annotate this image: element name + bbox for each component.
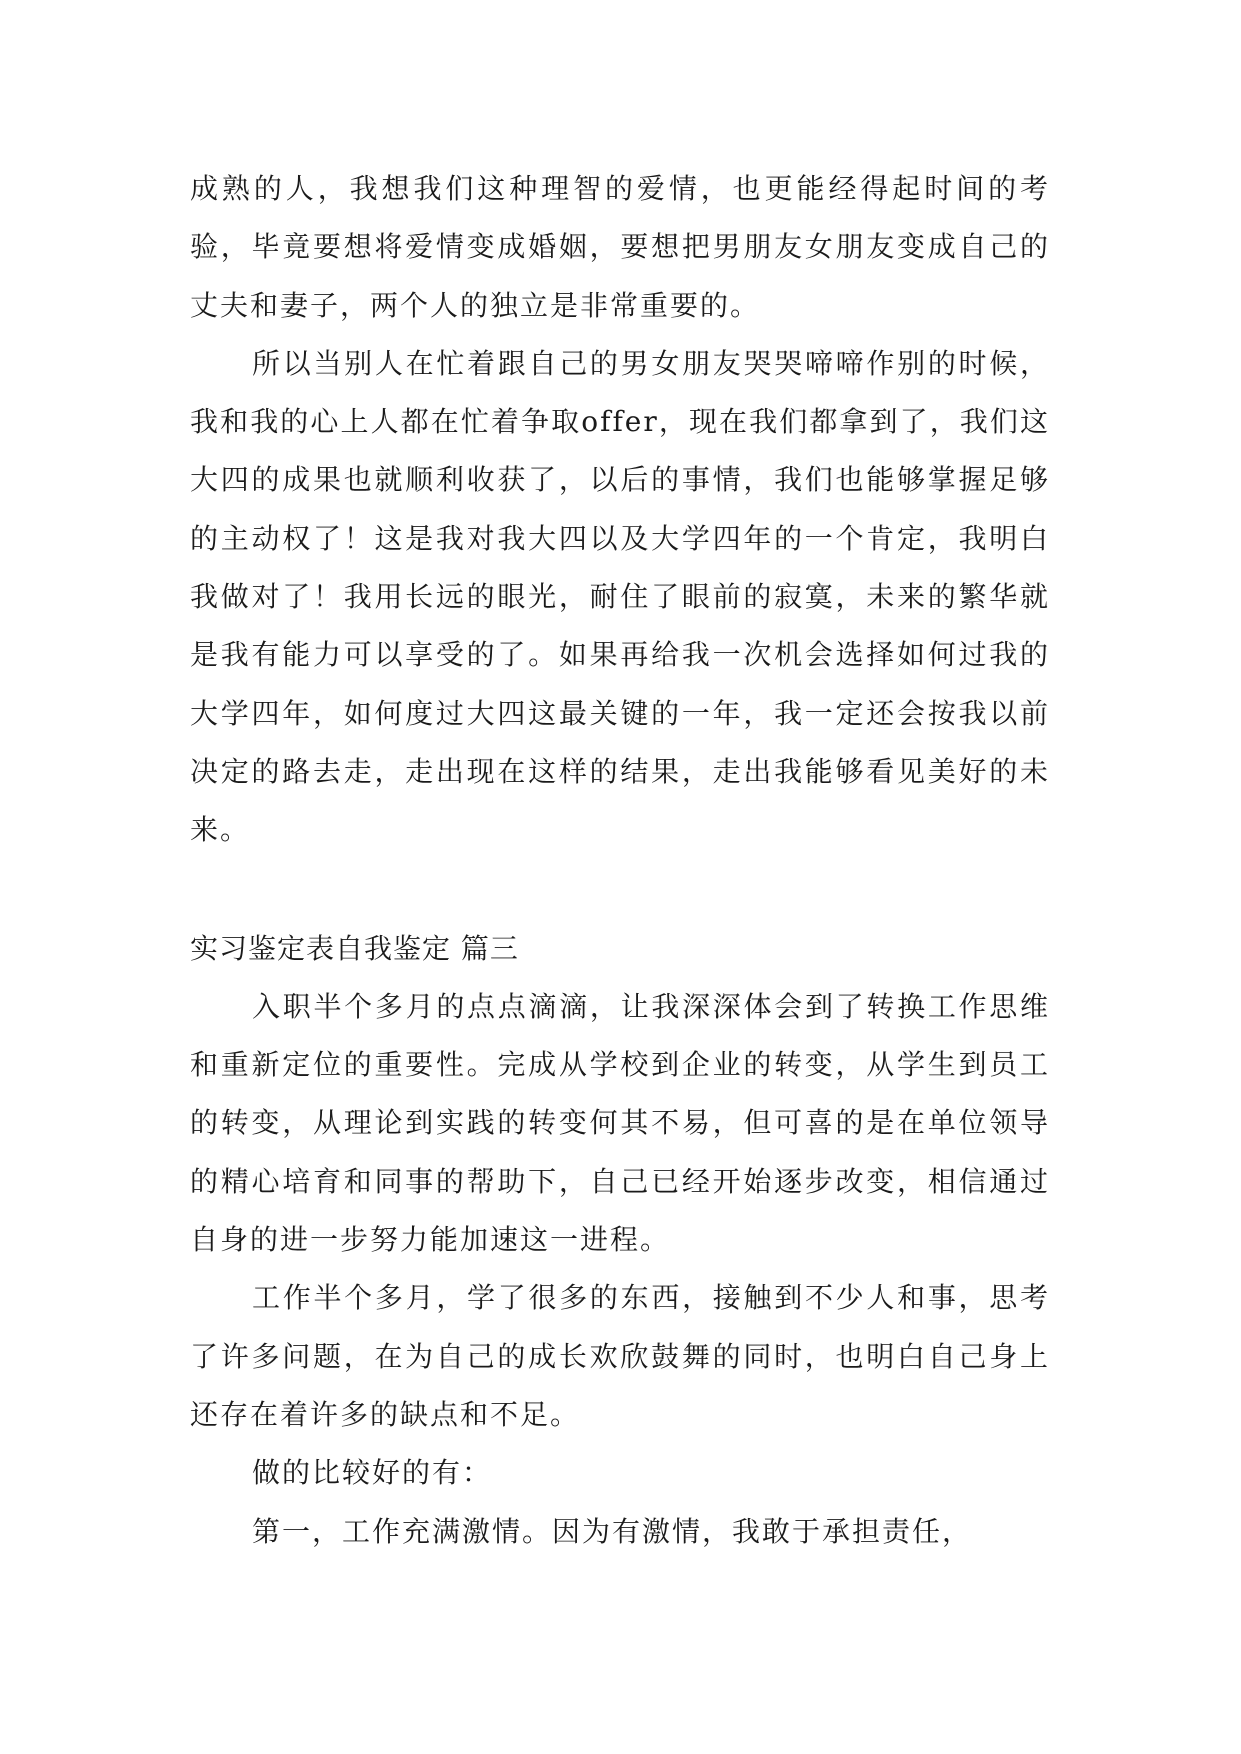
section-spacer bbox=[190, 860, 1050, 920]
paragraph-4: 工作半个多月，学了很多的东西，接触到不少人和事，思考了许多问题，在为自己的成长欢欣鼓舞的同时，也明白自己身上还存在着许多的缺点和不足。 bbox=[190, 1281, 1050, 1431]
paragraph-2: 所以当别人在忙着跟自己的男女朋友哭哭啼啼作别的时候，我和我的心上人都在忙着争取offer，现在我们都拿到了，我们这大四的成果也就顺利收获了，以后的事情，我们也能够掌握足够的主动权了！这是我对我大四以及大学四年的一个肯定，我明白我做对了！我用长远的眼光，耐住了眼前的寂寞，未来的繁华就是我有能力可以享受的了。如果再给我一次机会选择如何过我的大学四年，如何度过大四这最关键的一年，我一定还会按我以前决定的路去走，走出现在这样的结果，走出我能够看见美好的未来。 bbox=[190, 346, 1050, 847]
document-body bbox=[190, 160, 1050, 1561]
paragraph-3: 入职半个多月的点点滴滴，让我深深体会到了转换工作思维和重新定位的重要性。完成从学校到企业的转变，从学生到员工的转变，从理论到实践的转变何其不易，但可喜的是在单位领导的精心培育和同事的帮助下，自己已经开始逐步改变，相信通过自身的进一步努力能加速这一进程。 bbox=[190, 989, 1050, 1257]
paragraph-5: 做的比较好的有： bbox=[252, 1456, 493, 1490]
paragraph-6: 第一，工作充满激情。因为有激情，我敢于承担责任， bbox=[252, 1514, 973, 1548]
paragraph-1: 成熟的人，我想我们这种理智的爱情，也更能经得起时间的考验，毕竟要想将爱情变成婚姻，要想把男朋友女朋友变成自己的丈夫和妻子，两个人的独立是非常重要的。 bbox=[190, 172, 1050, 322]
section-heading: 实习鉴定表自我鉴定 篇三 bbox=[190, 931, 519, 965]
